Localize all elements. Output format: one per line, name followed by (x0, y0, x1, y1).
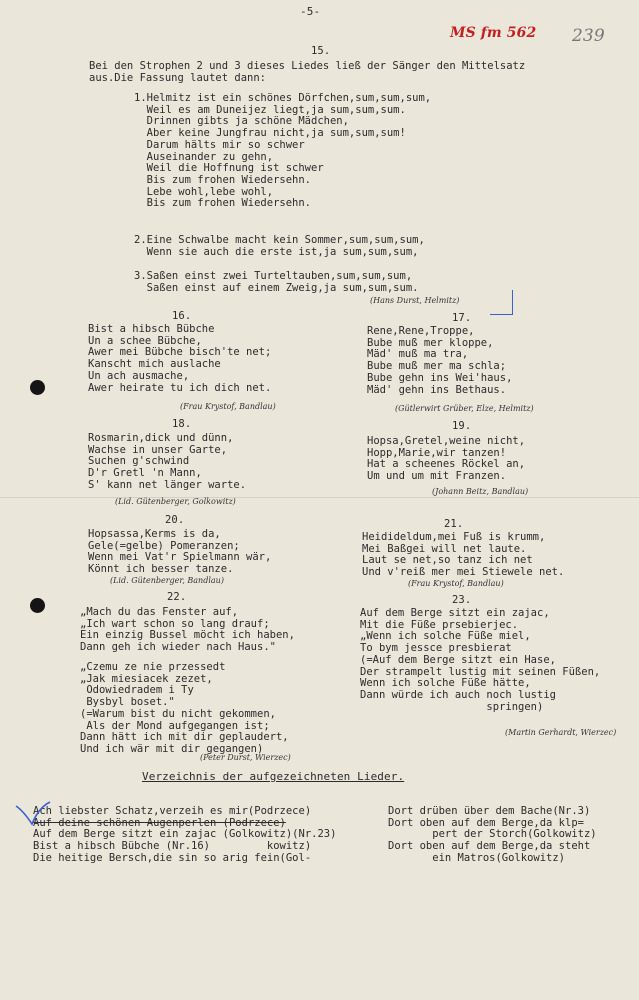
song-18-number: 18. (172, 418, 192, 430)
text-line: springen) (360, 700, 544, 713)
index-left-column (33, 806, 336, 865)
text-line: Saßen einst auf einem Zweig,ja sum,sum,sum. (134, 281, 419, 294)
text-line: Und v'reiß mer mei Stiewele net. (362, 566, 565, 579)
index-entry: Die heitige Bersch,die sin so arig fein(Gol- (33, 851, 312, 864)
index-entry: Bist a hibsch Bübche (Nr.16) kowitz) (33, 840, 312, 853)
text-line: Wachse in unser Garte, (88, 443, 228, 456)
text-line: Bist a hibsch Bübche (88, 323, 215, 335)
text-line: Suchen g'schwind (88, 455, 190, 468)
song-15-verse-2 (134, 235, 425, 258)
blue-bracket-mark (490, 290, 513, 315)
text-line: Hopsa,Gretel,weine nicht, (367, 435, 526, 447)
text-line: Rosmarin,dick und dünn, (88, 432, 234, 444)
song-17-source: (Gütlerwirt Grüber, Elze, Helmitz) (395, 404, 534, 413)
text-line: Mei Baßgei will net laute. (362, 542, 527, 555)
index-entry: Auf dem Berge sitzt ein zajac (Golkowitz)(Nr.23) (33, 828, 337, 841)
blue-check-mark (14, 800, 54, 828)
text-line: Lebe wohl,lebe wohl, (134, 185, 274, 198)
song-16-text (88, 324, 271, 394)
text-line: Laut se net,so tanz ich net (362, 554, 533, 567)
song-15-verse-3 (134, 271, 418, 294)
text-line: Kanscht mich auslache (88, 358, 221, 371)
song-15-verse-1 (134, 93, 431, 210)
text-line: Hopsassa,Kerms is da, (88, 528, 221, 540)
text-line: Als der Mond aufgegangen ist; (80, 719, 270, 732)
text-line: Drinnen gibts ja schöne Mädchen, (134, 115, 349, 128)
text-line: Bube muß mer ma schla; (367, 360, 507, 373)
text-line: Gele(=gelbe) Pomeranzen; (88, 539, 240, 552)
text-line: (=Warum bist du nicht gekommen, (80, 707, 276, 720)
text-line: Und ich wär mit dir gegangen) (80, 742, 264, 755)
text-line: To bym jessce presbierat (360, 642, 512, 655)
text-line: „Ich wart schon so lang drauf; (80, 617, 270, 630)
text-line: Um und um mit Franzen. (367, 470, 507, 483)
text-line: Un a schee Bübche, (88, 334, 202, 347)
index-right-column (388, 806, 597, 865)
text-line: Rene,Rene,Troppe, (367, 325, 475, 337)
text-line: Bei den Strophen 2 und 3 dieses Liedes ließ der Sänger den Mittelsatz (89, 60, 526, 72)
song-22-source: (Peter Durst, Wierzec) (200, 753, 291, 762)
text-line: „Mach du das Fenster auf, (80, 606, 239, 618)
song-21-text (362, 532, 564, 579)
text-line: „Wenn ich solche Füße miel, (360, 630, 531, 643)
text-line: Weil es am Duneijez liegt,ja sum,sum,sum. (134, 103, 406, 116)
text-line: Heidideldum,mei Fuß is krumm, (362, 531, 546, 543)
song-16-source: (Frau Krystof, Bandlau) (180, 402, 276, 411)
song-17-text (367, 326, 512, 396)
text-line: Auf dem Berge sitzt ein zajac, (360, 607, 550, 619)
text-line: Odowiedradem i Ty (80, 684, 194, 697)
text-line: Bube gehn ins Wei'haus, (367, 371, 513, 384)
text-line: Mäd' gehn ins Bethaus. (367, 383, 507, 396)
text-line: Der strampelt lustig mit seinen Füßen, (360, 665, 601, 678)
text-line: Bube muß mer kloppe, (367, 336, 494, 349)
text-line: Dann geh ich wieder nach Haus." (80, 641, 276, 654)
text-line: Aber keine Jungfrau nicht,ja sum,sum,sum! (134, 127, 406, 140)
archive-mark: MS fm 562 (450, 25, 537, 41)
text-line: Un ach ausmache, (88, 369, 190, 382)
song-15-number: 15. (311, 45, 331, 57)
song-15-source: (Hans Durst, Helmitz) (370, 296, 460, 305)
text-line: 2.Eine Schwalbe macht kein Sommer,sum,sum,sum, (134, 234, 425, 246)
song-22-text-polish (80, 662, 289, 756)
text-line: 1.Helmitz ist ein schönes Dörfchen,sum,sum,sum, (134, 92, 432, 104)
song-19-number: 19. (452, 420, 472, 432)
text-line: „Czemu ze nie przessedt (80, 661, 226, 673)
text-line: D'r Gretl 'n Mann, (88, 467, 202, 480)
text-line: Mäd' muß ma tra, (367, 348, 469, 361)
text-line: Wenn sie auch die erste ist,ja sum,sum,sum, (134, 245, 419, 258)
song-16-number: 16. (172, 310, 192, 322)
punch-hole (30, 598, 45, 613)
text-line: Wenn mei Vat'r Spielmann wär, (88, 551, 272, 564)
text-line: aus.Die Fassung lautet dann: (89, 71, 267, 84)
text-line: Auseinander zu gehn, (134, 150, 274, 163)
text-line: „Jak miesiacek zezet, (80, 672, 213, 685)
text-line: Dann hätt ich mit dir geplaudert, (80, 731, 289, 744)
text-line: Wenn ich solche Füße hätte, (360, 677, 531, 690)
song-23-number: 23. (452, 594, 472, 606)
song-19-source: (Johann Beitz, Bandlau) (432, 487, 529, 496)
index-entry-struck: Auf deine schönen Augenperlen (Podrzece) (33, 816, 286, 829)
text-line: Ein einzig Bussel möcht ich haben, (80, 629, 295, 642)
text-line: Bis zum frohen Wiedersehn. (134, 173, 312, 186)
folio-number: 239 (572, 26, 605, 46)
page-number: -5- (300, 5, 321, 18)
index-entry: pert der Storch(Golkowitz) (388, 828, 597, 841)
text-line: Weil die Hoffnung ist schwer (134, 162, 324, 175)
song-21-number: 21. (444, 518, 464, 530)
song-21-source: (Frau Krystof, Bandlau) (408, 579, 504, 588)
index-entry: Ach liebster Schatz,verzeih es mir(Podrzece) (33, 805, 312, 817)
text-line: Mit die Füße prsebierjec. (360, 618, 519, 631)
text-line: S' kann net länger warte. (88, 478, 247, 491)
text-line: Hat a scheenes Röckel an, (367, 458, 526, 471)
text-line: Könnt ich besser tanze. (88, 563, 234, 576)
song-18-source: (Lid. Gütenberger, Golkowitz) (115, 497, 236, 506)
song-17-number: 17. (452, 312, 472, 324)
text-line: Awer mei Bübche bisch'te net; (88, 346, 272, 359)
text-line: Darum hälts mir so schwer (134, 138, 305, 151)
song-18-text (88, 433, 246, 492)
song-22-text (80, 607, 295, 654)
song-20-source: (Lid. Gütenberger, Bandlau) (110, 576, 224, 585)
punch-hole (30, 380, 45, 395)
index-entry: Dort oben auf dem Berge,da klp= (388, 816, 584, 829)
song-22-number: 22. (167, 591, 187, 603)
text-line: Hopp,Marie,wir tanzen! (367, 446, 507, 459)
song-19-text (367, 436, 525, 483)
index-title: Verzeichnis der aufgezeichneten Lieder. (142, 770, 405, 783)
song-23-source: (Martin Gerhardt, Wierzec) (505, 728, 617, 737)
song-20-text (88, 529, 271, 576)
song-15-intro (89, 61, 525, 84)
fold-line (0, 497, 639, 498)
song-23-text (360, 608, 600, 713)
text-line: Dann würde ich auch noch lustig (360, 688, 556, 701)
text-line: (=Auf dem Berge sitzt ein Hase, (360, 653, 556, 666)
index-entry: Dort drüben über dem Bache(Nr.3) (388, 805, 591, 817)
text-line: Bysbyl boset." (80, 696, 175, 709)
index-entry: Dort oben auf dem Berge,da steht (388, 840, 591, 853)
text-line: 3.Saßen einst zwei Turteltauben,sum,sum,sum, (134, 270, 413, 282)
index-entry: ein Matros(Golkowitz) (388, 851, 566, 864)
song-20-number: 20. (165, 514, 185, 526)
text-line: Bis zum frohen Wiedersehn. (134, 197, 312, 210)
text-line: Awer heirate tu ich dich net. (88, 381, 272, 394)
